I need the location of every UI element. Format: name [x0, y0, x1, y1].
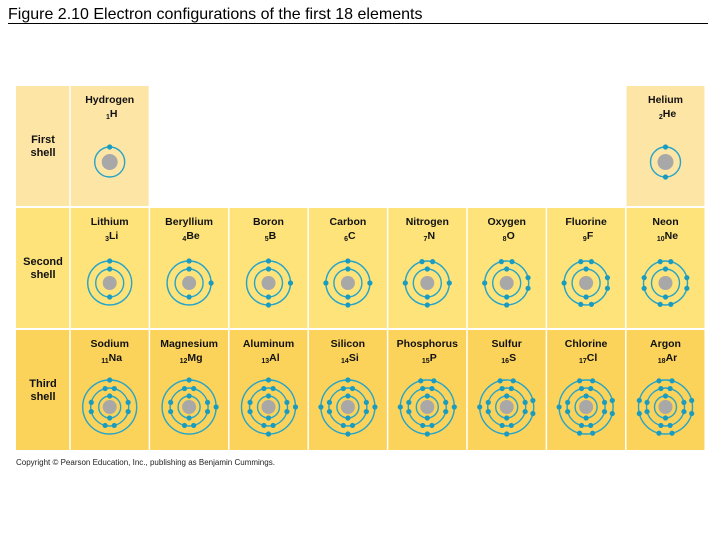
electron — [579, 423, 584, 428]
element-symbol: He — [662, 108, 677, 120]
nucleus — [103, 400, 117, 414]
electron — [266, 302, 271, 307]
electron — [443, 400, 448, 405]
electron — [403, 280, 408, 285]
electron — [187, 266, 192, 271]
element-name-magnesium: Magnesium — [160, 338, 218, 350]
electron — [168, 400, 173, 405]
electron — [107, 415, 112, 420]
element-symbol: P — [429, 352, 437, 364]
electron — [266, 415, 271, 420]
electron — [669, 431, 674, 436]
electron — [565, 400, 570, 405]
electron — [107, 377, 112, 382]
element-name-argon: Argon — [650, 338, 681, 350]
atomic-number: 1 — [105, 114, 110, 121]
electron — [530, 411, 535, 416]
electron — [658, 386, 663, 391]
element-name-fluorine: Fluorine — [565, 216, 607, 228]
electron — [323, 280, 328, 285]
electron — [103, 386, 108, 391]
electron — [429, 386, 434, 391]
nucleus — [262, 400, 276, 414]
atomic-number: 13 — [261, 358, 270, 365]
element-name-oxygen: Oxygen — [487, 216, 526, 228]
element-name-silicon: Silicon — [330, 338, 366, 350]
electron — [443, 409, 448, 414]
electron — [420, 386, 425, 391]
atomic-number: 8 — [502, 236, 507, 243]
electron — [504, 302, 509, 307]
electron — [504, 266, 509, 271]
electron — [658, 259, 663, 264]
electron — [525, 275, 530, 280]
electron — [187, 393, 192, 398]
electron — [447, 280, 452, 285]
electron — [605, 275, 610, 280]
electron — [656, 378, 661, 383]
electron — [689, 411, 694, 416]
electron — [523, 409, 528, 414]
electron — [588, 423, 593, 428]
nucleus — [341, 400, 355, 414]
electron — [504, 294, 509, 299]
electron — [107, 144, 112, 149]
electron — [562, 280, 567, 285]
element-name-chlorine: Chlorine — [564, 338, 608, 350]
electron — [663, 393, 668, 398]
electron — [168, 409, 173, 414]
electron — [425, 302, 430, 307]
element-symbol: Ne — [664, 230, 679, 242]
nucleus — [500, 276, 514, 290]
electron — [350, 386, 355, 391]
electron — [499, 259, 504, 264]
electron — [187, 294, 192, 299]
electron — [669, 378, 674, 383]
electron — [341, 423, 346, 428]
electron — [642, 275, 647, 280]
electron — [103, 423, 108, 428]
electron — [578, 302, 583, 307]
electron — [372, 404, 377, 409]
electron — [658, 423, 663, 428]
electron — [327, 409, 332, 414]
electron — [504, 431, 509, 436]
electron — [584, 415, 589, 420]
electron — [182, 386, 187, 391]
nucleus — [659, 400, 673, 414]
electron — [266, 258, 271, 263]
electron — [663, 294, 668, 299]
electron — [367, 280, 372, 285]
atomic-number: 6 — [344, 236, 349, 243]
nucleus — [579, 276, 593, 290]
electron — [284, 409, 289, 414]
element-name-boron: Boron — [253, 216, 284, 228]
atomic-number: 11 — [101, 358, 109, 365]
electron — [288, 280, 293, 285]
electron — [182, 423, 187, 428]
element-symbol: C — [348, 230, 356, 242]
electron — [500, 386, 505, 391]
shell-label-line2: shell — [30, 391, 56, 403]
nucleus — [182, 400, 196, 414]
element-symbol: Si — [348, 352, 359, 364]
atomic-number: 3 — [105, 236, 109, 243]
atomic-number: 12 — [179, 358, 188, 365]
electron — [644, 400, 649, 405]
atomic-number: 15 — [421, 358, 430, 365]
atomic-number: 17 — [578, 358, 587, 365]
element-name-phosphorus: Phosphorus — [396, 338, 458, 350]
shell-label-line1: Third — [29, 378, 57, 390]
electron — [637, 411, 642, 416]
electron — [429, 423, 434, 428]
electron — [667, 423, 672, 428]
electron — [420, 423, 425, 428]
electron — [610, 411, 615, 416]
electron — [191, 423, 196, 428]
nucleus — [103, 276, 117, 290]
electron — [584, 393, 589, 398]
electron — [667, 386, 672, 391]
atomic-number: 10 — [656, 236, 665, 243]
electron — [270, 386, 275, 391]
element-name-carbon: Carbon — [329, 216, 367, 228]
electron — [266, 431, 271, 436]
electron — [284, 400, 289, 405]
electron — [187, 258, 192, 263]
atomic-number: 9 — [582, 236, 587, 243]
electron — [663, 415, 668, 420]
electron — [509, 259, 514, 264]
nucleus — [341, 276, 355, 290]
copyright-notice: Copyright © Pearson Education, Inc., publishing as Benjamin Cummings. — [16, 458, 275, 467]
electron — [425, 266, 430, 271]
element-name-nitrogen: Nitrogen — [405, 216, 449, 228]
nucleus — [420, 400, 434, 414]
electron — [293, 404, 298, 409]
element-symbol: Be — [186, 230, 200, 242]
electron — [588, 386, 593, 391]
electron — [642, 286, 647, 291]
element-symbol: Cl — [586, 352, 598, 364]
atomic-number: 16 — [501, 358, 510, 365]
electron — [565, 409, 570, 414]
electron — [418, 378, 423, 383]
element-symbol: Mg — [187, 352, 203, 364]
electron — [530, 398, 535, 403]
electron — [266, 266, 271, 271]
electron — [430, 259, 435, 264]
nucleus — [102, 154, 118, 170]
electron — [590, 431, 595, 436]
electron — [509, 386, 514, 391]
electron — [577, 378, 582, 383]
electron — [247, 400, 252, 405]
electron — [209, 280, 214, 285]
electron — [486, 409, 491, 414]
electron — [668, 302, 673, 307]
electron — [205, 409, 210, 414]
electron — [663, 174, 668, 179]
atomic-number: 2 — [658, 114, 663, 121]
electron — [523, 400, 528, 405]
electron — [345, 258, 350, 263]
electron — [107, 393, 112, 398]
electron — [425, 431, 430, 436]
electron — [270, 423, 275, 428]
electron — [107, 258, 112, 263]
element-name-beryllium: Beryllium — [165, 216, 214, 228]
atomic-number: 18 — [657, 358, 666, 365]
electron — [579, 386, 584, 391]
electron — [345, 431, 350, 436]
electron — [345, 415, 350, 420]
electron — [590, 378, 595, 383]
atomic-number: 5 — [264, 236, 269, 243]
electron — [364, 400, 369, 405]
nucleus — [182, 276, 196, 290]
electron — [681, 409, 686, 414]
element-name-sodium: Sodium — [90, 338, 129, 350]
electron — [89, 409, 94, 414]
electron — [406, 409, 411, 414]
nucleus — [659, 276, 673, 290]
electron — [406, 400, 411, 405]
electron — [107, 294, 112, 299]
electron — [261, 386, 266, 391]
element-symbol: B — [268, 230, 277, 242]
electron — [584, 266, 589, 271]
element-symbol: Li — [108, 230, 119, 242]
element-name-helium: Helium — [647, 94, 684, 106]
element-name-lithium: Lithium — [90, 216, 129, 228]
electron — [509, 423, 514, 428]
electron — [261, 423, 266, 428]
electron — [644, 409, 649, 414]
electron — [266, 377, 271, 382]
electron — [681, 400, 686, 405]
atomic-number: 14 — [341, 358, 349, 365]
electron — [214, 404, 219, 409]
electron — [112, 423, 117, 428]
electron — [658, 302, 663, 307]
element-name-neon: Neon — [652, 216, 679, 228]
electron — [191, 386, 196, 391]
electron — [345, 393, 350, 398]
electron — [689, 398, 694, 403]
element-symbol: Ar — [665, 352, 678, 364]
electron — [89, 400, 94, 405]
electron — [187, 377, 192, 382]
electron — [247, 409, 252, 414]
element-symbol: S — [509, 352, 517, 364]
element-symbol: F — [586, 230, 594, 242]
electron — [602, 409, 607, 414]
electron — [327, 400, 332, 405]
nucleus — [420, 276, 434, 290]
electron — [398, 404, 403, 409]
nucleus — [579, 400, 593, 414]
electron — [602, 400, 607, 405]
electron — [425, 393, 430, 398]
electron — [498, 378, 503, 383]
electron — [511, 378, 516, 383]
electron — [318, 404, 323, 409]
electron — [477, 404, 482, 409]
electron — [557, 404, 562, 409]
atomic-number: 7 — [423, 236, 428, 243]
electron — [663, 144, 668, 149]
electron — [345, 377, 350, 382]
electron — [637, 398, 642, 403]
electron — [107, 266, 112, 271]
electron — [112, 386, 117, 391]
element-name-sulfur: Sulfur — [491, 338, 522, 350]
electron — [504, 415, 509, 420]
electron — [345, 302, 350, 307]
electron — [577, 431, 582, 436]
electron — [663, 266, 668, 271]
electron — [584, 294, 589, 299]
electron — [589, 302, 594, 307]
electron — [341, 386, 346, 391]
electron — [504, 393, 509, 398]
electron — [345, 266, 350, 271]
electron — [684, 275, 689, 280]
electron — [610, 398, 615, 403]
electron — [266, 294, 271, 299]
atomic-number: 4 — [182, 236, 187, 243]
electron — [345, 294, 350, 299]
shell-label-line1: Second — [23, 256, 63, 268]
element-name-hydrogen: Hydrogen — [85, 94, 135, 106]
electron — [425, 415, 430, 420]
electron — [684, 286, 689, 291]
shell-label-line1: First — [31, 134, 55, 146]
element-symbol: O — [506, 230, 515, 242]
nucleus — [658, 154, 674, 170]
electron — [452, 404, 457, 409]
electron — [266, 393, 271, 398]
electron — [656, 431, 661, 436]
electron — [431, 378, 436, 383]
electron — [589, 259, 594, 264]
electron — [482, 280, 487, 285]
electron — [350, 423, 355, 428]
element-symbol: N — [427, 230, 436, 242]
electron — [425, 294, 430, 299]
electron — [500, 423, 505, 428]
electron — [486, 400, 491, 405]
electron — [364, 409, 369, 414]
shell-label-line2: shell — [30, 269, 56, 281]
electron — [668, 259, 673, 264]
nucleus — [500, 400, 514, 414]
electron — [419, 259, 424, 264]
nucleus — [262, 276, 276, 290]
electron — [578, 259, 583, 264]
electron — [205, 400, 210, 405]
electron — [605, 286, 610, 291]
figure-title: Figure 2.10 Electron configurations of the first 18 elements — [8, 6, 423, 23]
electron — [126, 400, 131, 405]
element-symbol: Na — [108, 352, 123, 364]
electron — [187, 415, 192, 420]
electron — [126, 409, 131, 414]
element-symbol: H — [109, 108, 118, 120]
element-symbol: Al — [269, 352, 280, 364]
element-name-aluminum: Aluminum — [242, 338, 295, 350]
electron — [525, 286, 530, 291]
shell-label-line2: shell — [30, 147, 56, 159]
